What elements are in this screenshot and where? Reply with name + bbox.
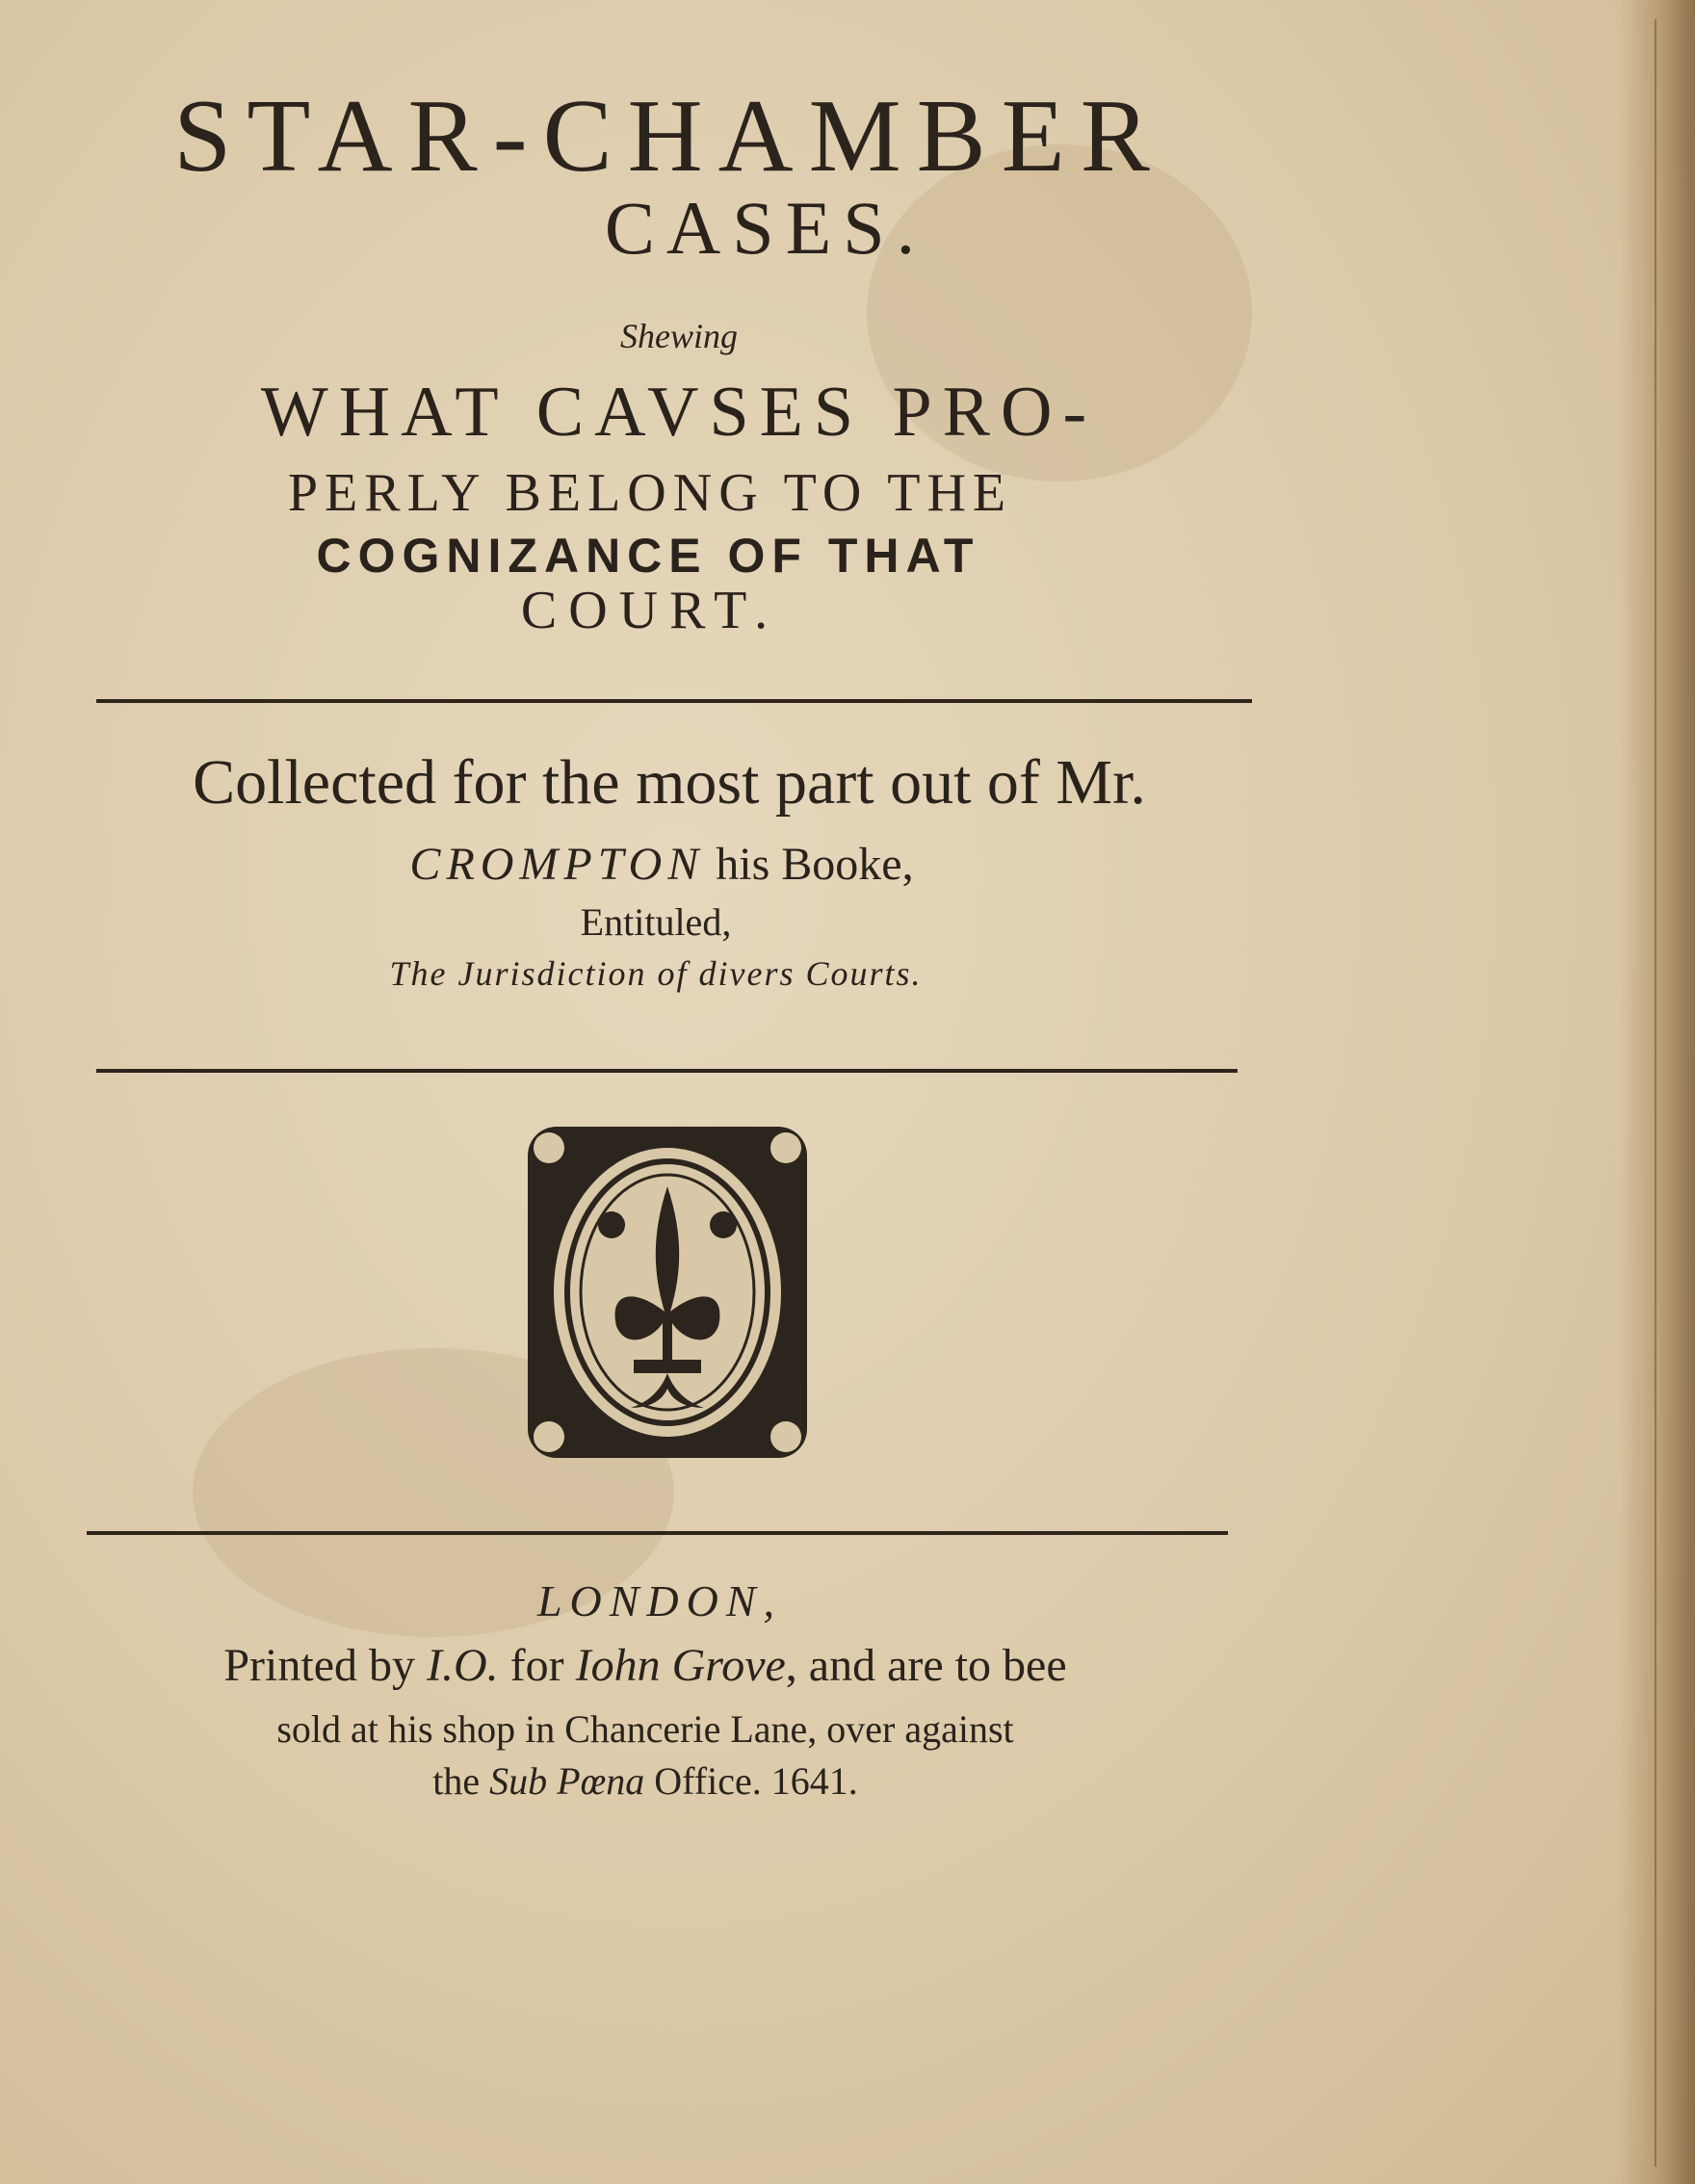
collected-line-1: Collected for the most part out of Mr. xyxy=(193,747,1146,818)
subtitle-line-2: PERLY BELONG TO THE xyxy=(287,463,1013,523)
collected-line-2-rest: his Booke, xyxy=(704,839,914,890)
fleur-de-lis-printers-device-icon xyxy=(520,1119,815,1466)
imprint-printed-mid: for xyxy=(498,1640,576,1691)
imprint-printed-post: , and are to bee xyxy=(785,1640,1067,1691)
collected-line-4: The Jurisdiction of divers Courts. xyxy=(389,954,923,993)
collected-line-2 xyxy=(0,838,1331,891)
subtitle-line-1: WHAT CAVSES PRO- xyxy=(260,373,1098,452)
divider-rule-2 xyxy=(96,1069,1238,1073)
imprint-line-3 xyxy=(0,1758,1315,1804)
subtitle-shewing: Shewing xyxy=(620,317,738,355)
imprint-line-3-pre: the xyxy=(432,1759,490,1803)
imprint-place: LONDON, xyxy=(536,1576,783,1625)
divider-rule-1 xyxy=(96,699,1252,703)
imprint-office: Sub Pœna xyxy=(489,1759,645,1803)
subtitle-line-4: COURT. xyxy=(520,581,780,640)
page-edge-line xyxy=(1655,19,1656,2167)
imprint-line-3-post: Office. 1641. xyxy=(644,1759,858,1803)
imprint-line-1 xyxy=(0,1639,1315,1692)
collected-line-3: Entituled, xyxy=(580,900,732,944)
imprint-printed-pre: Printed by xyxy=(223,1640,428,1691)
page-edge xyxy=(1618,0,1695,2184)
imprint-line-2: sold at his shop in Chancerie Lane, over against xyxy=(276,1707,1014,1751)
imprint-bookseller: Iohn Grove xyxy=(575,1640,786,1691)
author-name: CROMPTON xyxy=(409,839,705,890)
divider-rule-3 xyxy=(87,1531,1228,1535)
page-title: STAR-CHAMBER xyxy=(173,79,1165,194)
page-title-cases: CASES. xyxy=(604,186,927,270)
imprint-printer: I.O. xyxy=(427,1640,499,1691)
subtitle-line-3: COGNIZANCE OF THAT xyxy=(316,529,980,583)
